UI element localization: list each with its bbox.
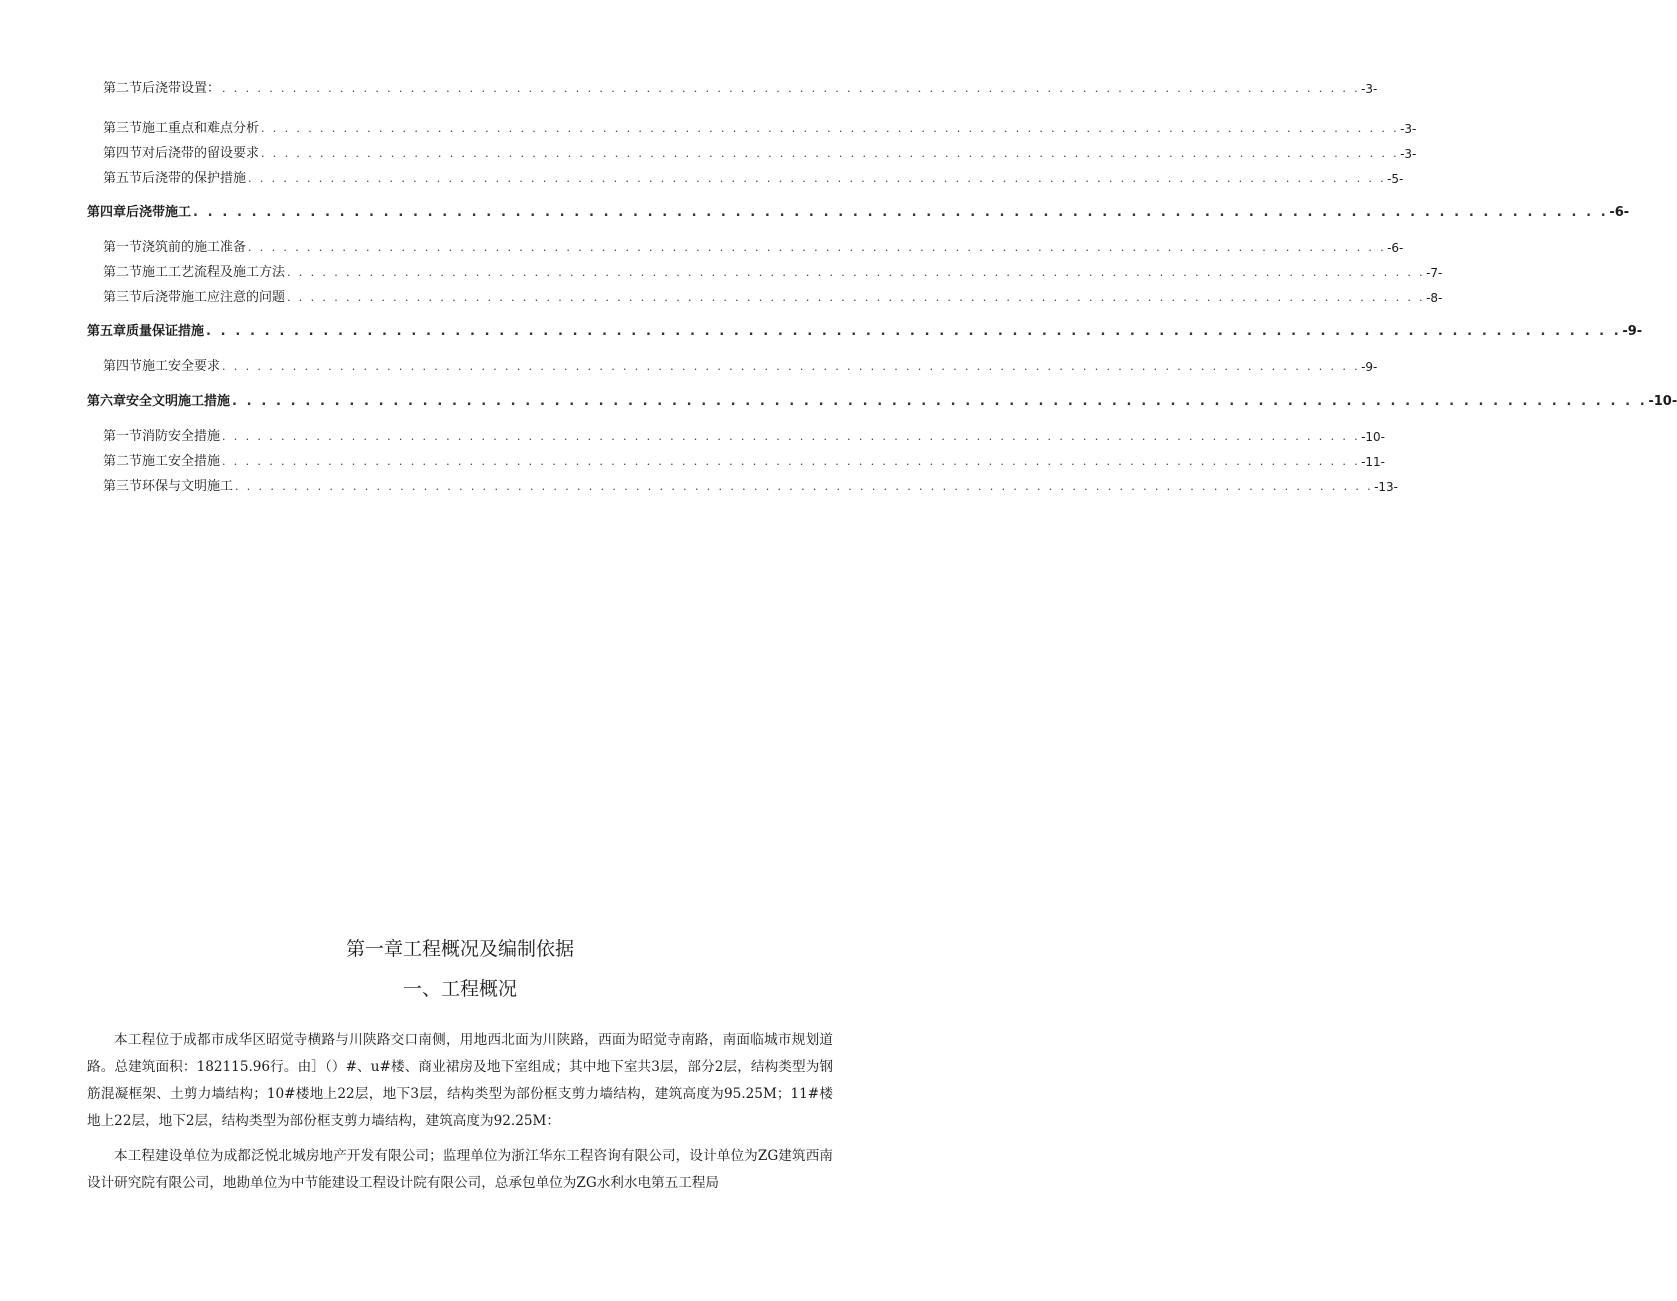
toc-entry-label: 第五章质量保证措施 [87,324,205,339]
toc-entry-page: -3- [1361,82,1378,96]
toc-leader-dots: . . . . . . . . . . . . . . . . . . . . . . . . . . . . . . . . . . . . . . . . . . . . . . . . . . . . . . . . . . . . . . . . . . . . . . . . . . . . . . . . . . . . . . . . . . . . . . . . . [222,430,1361,443]
section-title: 一、工程概况 [402,978,517,1000]
toc-leader-dots: . . . . . . . . . . . . . . . . . . . . . . . . . . . . . . . . . . . . . . . . . . . . . . . . . . . . . . . . . . . . . . . . . . . . . . . . . . . . . . . . . . . . . . . . . . . . . . . . . [261,122,1400,135]
toc-entry-page: -6- [1387,241,1404,255]
toc-leader-dots: . . . . . . . . . . . . . . . . . . . . . . . . . . . . . . . . . . . . . . . . . . . . . . . . . . . . . . . . . . . . . . . . . . . . . . . . . . . . . . . . . . . . . . . . . . . . . . . . . [261,147,1400,160]
toc-entry-page: -9- [1361,360,1378,374]
toc-entry-page: -9- [1622,324,1643,339]
toc-leader-dots: . . . . . . . . . . . . . . . . . . . . . . . . . . . . . . . . . . . . . . . . . . . . . . . . . . . . . . . . . . . . . . . . . . . . . . . . . . . . . . . . . . . . . . . . . . . . . . . . . [206,324,1622,339]
toc-entry-label: 第一节消防安全措施 [103,429,221,444]
toc-entry-label: 第二节后浇带设置： [103,81,221,96]
toc-entry-page: -5- [1387,172,1404,186]
toc-entry-page: -13- [1374,480,1398,494]
toc-entry[interactable] [103,118,1417,138]
toc-leader-dots: . . . . . . . . . . . . . . . . . . . . . . . . . . . . . . . . . . . . . . . . . . . . . . . . . . . . . . . . . . . . . . . . . . . . . . . . . . . . . . . . . . . . . . . . . . . . . . . . . [222,82,1361,95]
toc-entry[interactable] [103,287,1443,307]
toc-entry-label: 第二节施工安全措施 [103,454,221,469]
toc-entry-page: -6- [1609,205,1630,220]
chapter-title: 第一章工程概况及编制依据 [345,938,574,960]
toc-leader-dots: . . . . . . . . . . . . . . . . . . . . . . . . . . . . . . . . . . . . . . . . . . . . . . . . . . . . . . . . . . . . . . . . . . . . . . . . . . . . . . . . . . . . . . . . . . . . . . . . . [287,266,1426,279]
toc-entry-label: 第三节环保与文明施工 [103,479,234,494]
toc-leader-dots: . . . . . . . . . . . . . . . . . . . . . . . . . . . . . . . . . . . . . . . . . . . . . . . . . . . . . . . . . . . . . . . . . . . . . . . . . . . . . . . . . . . . . . . . . . . . . . . . . [248,172,1387,185]
toc-entry-label: 第六章安全文明施工措施 [87,394,231,409]
toc-entry-page: -11- [1361,455,1385,469]
toc-entry[interactable] [103,451,1385,471]
toc-leader-dots: . . . . . . . . . . . . . . . . . . . . . . . . . . . . . . . . . . . . . . . . . . . . . . . . . . . . . . . . . . . . . . . . . . . . . . . . . . . . . . . . . . . . . . . . . . . . . . . . . [287,291,1426,304]
toc-entry[interactable] [103,143,1417,163]
toc-entry[interactable] [103,426,1385,446]
toc-entry[interactable] [103,262,1443,282]
toc-leader-dots: . . . . . . . . . . . . . . . . . . . . . . . . . . . . . . . . . . . . . . . . . . . . . . . . . . . . . . . . . . . . . . . . . . . . . . . . . . . . . . . . . . . . . . . . . . . . . . . . . [248,241,1387,254]
toc-entry[interactable] [103,237,1404,257]
toc-entry-page: -3- [1400,147,1417,161]
toc-entry-page: -10- [1648,394,1677,409]
toc-entry-label: 第一节浇筑前的施工准备 [103,240,247,255]
toc-entry-label: 第二节施工工艺流程及施工方法 [103,265,286,280]
toc-entry-label: 第三节施工重点和难点分析 [103,121,260,136]
toc-entry[interactable] [103,78,1378,98]
toc-entry-page: -10- [1361,430,1385,444]
toc-entry[interactable] [103,168,1404,188]
toc-chapter-entry[interactable] [87,202,1630,222]
body-paragraph: 本工程位于成都市成华区昭觉寺横路与川陕路交口南侧，用地西北面为川陕路，西面为昭觉寺南路，南面临城市规划道路。总建筑面积：182115.96行。由］（）#、u#楼、商业裙房及地下室组成；其中地下室共3层，部分2层，结构类型为钢筋混凝框架、土剪力墙结构；10#楼地上22层，地下3层，结构类型为部份框支剪力墙结构，建筑高度为95.25M；11#楼地上22层，地下2层，结构类型为部份框支剪力墙结构，建筑高度为92.25M： [87,1031,833,1129]
toc-entry-label: 第四节对后浇带的留设要求 [103,146,260,161]
toc-entry[interactable] [103,476,1398,496]
toc-entry-page: -7- [1426,266,1443,280]
toc-entry-label: 第五节后浇带的保护措施 [103,171,247,186]
toc-entry-label: 第四节施工安全要求 [103,359,221,374]
toc-leader-dots: . . . . . . . . . . . . . . . . . . . . . . . . . . . . . . . . . . . . . . . . . . . . . . . . . . . . . . . . . . . . . . . . . . . . . . . . . . . . . . . . . . . . . . . . . . . . . . . . . [222,360,1361,373]
toc-chapter-entry[interactable] [87,391,1677,411]
toc-entry-page: -8- [1426,291,1443,305]
toc-entry[interactable] [103,356,1378,376]
toc-leader-dots: . . . . . . . . . . . . . . . . . . . . . . . . . . . . . . . . . . . . . . . . . . . . . . . . . . . . . . . . . . . . . . . . . . . . . . . . . . . . . . . . . . . . . . . . . . . . . . . . . [232,394,1648,409]
body-paragraph: 本工程建设单位为成都泛悦北城房地产开发有限公司；监理单位为浙江华东工程咨询有限公司，设计单位为ZG建筑西南设计研究院有限公司，地勘单位为中节能建设工程设计院有限公司，总承包单位为ZG水利水电第五工程局 [87,1147,833,1191]
toc-entry-label: 第四章后浇带施工 [87,205,192,220]
toc-leader-dots: . . . . . . . . . . . . . . . . . . . . . . . . . . . . . . . . . . . . . . . . . . . . . . . . . . . . . . . . . . . . . . . . . . . . . . . . . . . . . . . . . . . . . . . . . . . . . . . . . [193,205,1609,220]
toc-chapter-entry[interactable] [87,321,1643,341]
toc-entry-label: 第三节后浇带施工应注意的问题 [103,290,286,305]
toc-leader-dots: . . . . . . . . . . . . . . . . . . . . . . . . . . . . . . . . . . . . . . . . . . . . . . . . . . . . . . . . . . . . . . . . . . . . . . . . . . . . . . . . . . . . . . . . . . . . . . . . . [235,480,1374,493]
toc-leader-dots: . . . . . . . . . . . . . . . . . . . . . . . . . . . . . . . . . . . . . . . . . . . . . . . . . . . . . . . . . . . . . . . . . . . . . . . . . . . . . . . . . . . . . . . . . . . . . . . . . [222,455,1361,468]
toc-entry-page: -3- [1400,122,1417,136]
